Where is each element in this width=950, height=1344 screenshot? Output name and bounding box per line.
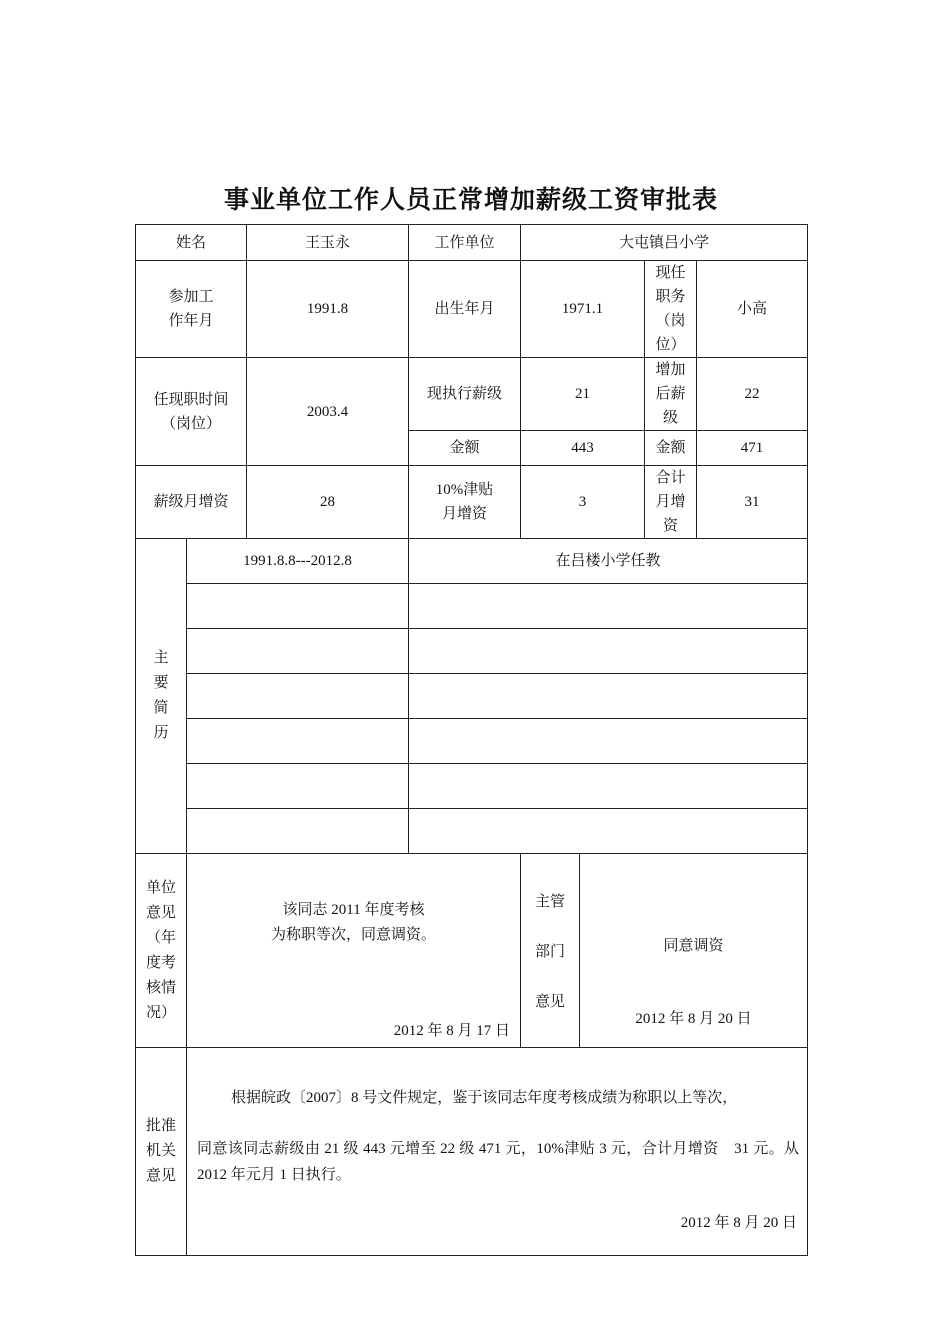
label-allowance [409,466,521,539]
label-name: 姓名 [136,225,247,261]
value-position: 小高 [697,261,808,358]
resume-detail [409,764,808,809]
value-allowance: 3 [521,466,645,539]
label-dept-opinion [521,854,580,1048]
unit-opinion-line1: 该同志 2011 年度考核 [282,902,425,918]
resume-row [136,809,808,854]
label-unit-opinion-line: 意见 [145,904,176,921]
label-birth: 出生年月 [409,261,521,358]
form-title: 事业单位工作人员正常增加薪级工资审批表 [223,185,718,214]
value-join-work: 1991.8 [247,261,409,358]
unit-opinion-text [187,898,520,948]
label-added-grade: 增加后薪级 [645,358,697,431]
approval-form-table [135,224,808,1256]
resume-period [187,674,409,719]
unit-opinion-line2: 为称职等次，同意调资。 [271,927,437,943]
resume-row [136,584,808,629]
label-dept-opinion-line: 意见 [535,994,566,1010]
resume-period [187,809,409,854]
label-unit-opinion [136,854,187,1048]
resume-detail: 在吕楼小学任教 [409,539,808,584]
label-position-line2: （岗位） [655,313,686,353]
label-grade-monthly: 薪级月增资 [136,466,247,539]
row-join-work [136,261,808,358]
resume-period [187,764,409,809]
label-current-grade: 现执行薪级 [409,358,521,431]
label-allowance-line2: 月增资 [442,506,488,522]
resume-period [187,719,409,764]
resume-row [136,629,808,674]
label-total-monthly: 合计月增资 [645,466,697,539]
resume-row [136,719,808,764]
value-grade-monthly: 28 [247,466,409,539]
label-dept-opinion-line: 部门 [535,944,566,960]
dept-opinion-text: 同意调资 [663,938,724,954]
label-join-work-line2: 作年月 [168,313,214,329]
resume-period [187,629,409,674]
unit-opinion-cell [187,854,521,1048]
value-current-amount: 443 [521,431,645,466]
label-resume-char: 主 [153,650,169,666]
label-resume-char: 简 [153,700,169,716]
label-approval-line: 机关 [145,1143,176,1159]
resume-detail [409,584,808,629]
label-current-amount: 金额 [409,431,521,466]
dept-opinion-cell [580,854,808,1048]
value-birth: 1971.1 [521,261,645,358]
value-work-unit: 大屯镇吕小学 [521,225,808,261]
label-resume [136,539,187,854]
label-approval-line: 意见 [145,1168,176,1184]
label-allowance-line1: 10%津贴 [435,482,494,498]
resume-period [187,584,409,629]
label-unit-opinion-line: 单位 [145,879,176,896]
value-added-grade: 22 [697,358,808,431]
resume-period: 1991.8.8---2012.8 [187,539,409,584]
row-approval [136,1048,808,1256]
value-current-grade: 21 [521,358,645,431]
label-tenure-line2: （岗位） [161,415,222,432]
resume-detail [409,629,808,674]
label-position [645,261,697,358]
label-join-work [136,261,247,358]
value-name: 王玉永 [247,225,409,261]
label-tenure-line1: 任现职时间 [153,391,229,408]
value-added-amount: 471 [697,431,808,466]
label-unit-opinion-line: （年 [145,929,176,946]
value-total-monthly: 31 [697,466,808,539]
unit-opinion-date: 2012 年 8 月 17 日 [393,1023,511,1039]
resume-detail [409,674,808,719]
approval-cell [187,1048,808,1256]
dept-opinion-date: 2012 年 8 月 20 日 [635,1011,752,1027]
row-opinions [136,854,808,1048]
row-name [136,225,808,261]
label-unit-opinion-line: 核情 [145,979,176,996]
resume-row [136,539,808,584]
label-approval [136,1048,187,1256]
label-approval-line: 批准 [145,1118,176,1134]
label-join-work-line1: 参加工 [168,289,214,305]
value-tenure: 2003.4 [247,358,409,466]
label-unit-opinion-line: 况） [145,1004,176,1021]
approval-date: 2012 年 8 月 20 日 [680,1215,798,1231]
label-added-amount: 金额 [645,431,697,466]
label-unit-opinion-line: 度考 [145,954,176,971]
resume-detail [409,719,808,764]
approval-para2: 同意该同志薪级由 21 级 443 元增至 22 级 471 元，10%津贴 3 元，合计月增资 31 元。从 2012 年元月 1 日执行。 [197,1141,800,1183]
label-work-unit: 工作单位 [409,225,521,261]
resume-row [136,674,808,719]
label-dept-opinion-line: 主管 [535,894,566,910]
label-tenure [136,358,247,466]
label-resume-char: 历 [153,725,169,741]
row-monthly [136,466,808,539]
label-resume-char: 要 [153,675,169,691]
resume-detail [409,809,808,854]
row-grade [136,358,808,431]
approval-para1: 根据皖政〔2007〕8 号文件规定，鉴于该同志年度考核成绩为称职以上等次， [231,1090,738,1106]
resume-row [136,764,808,809]
label-position-line1: 现任职务 [655,265,686,305]
